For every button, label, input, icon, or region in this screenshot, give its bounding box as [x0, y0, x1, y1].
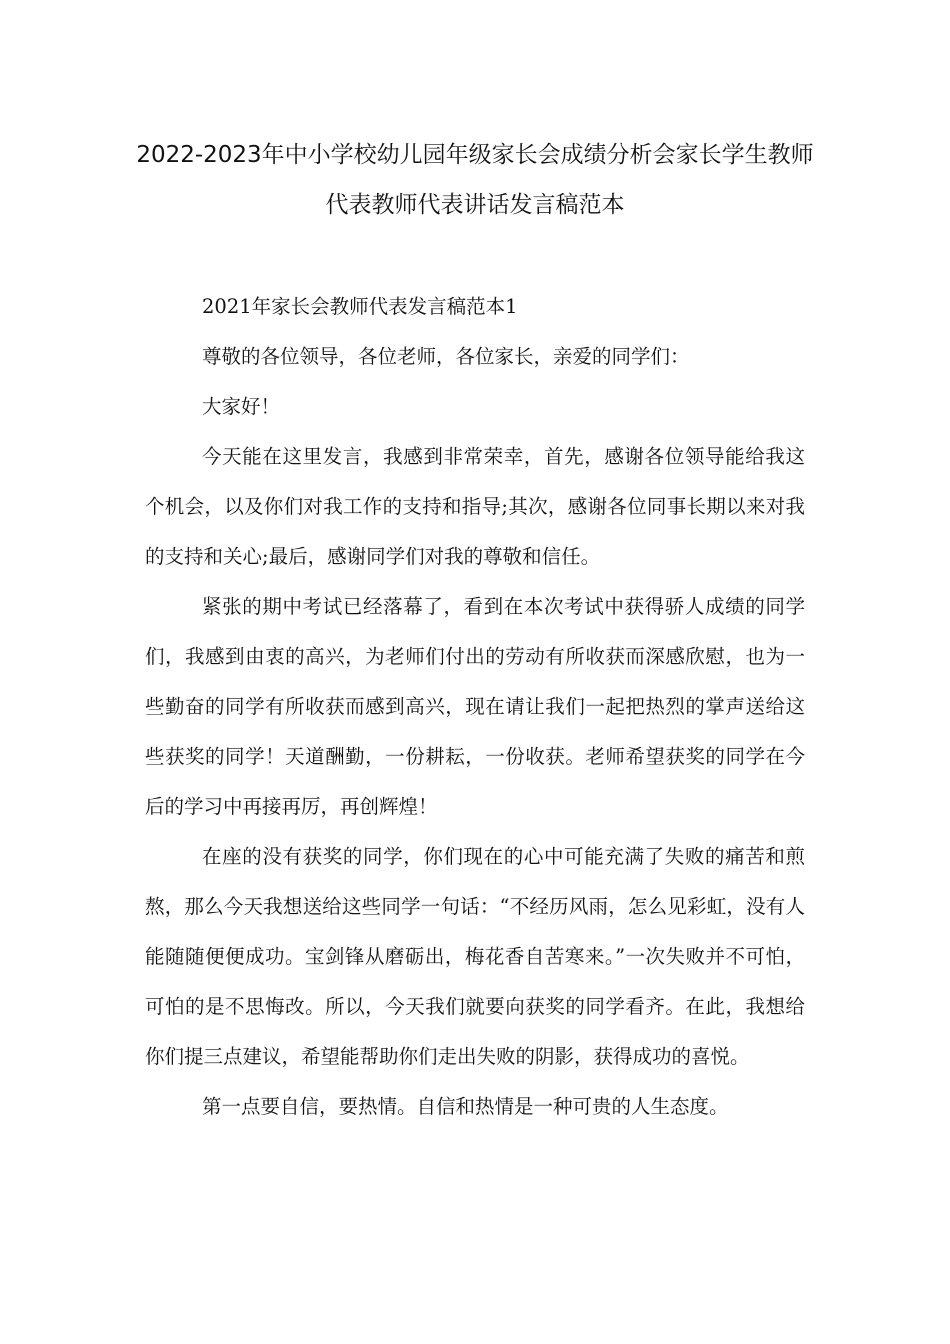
body-paragraph: 第一点要自信，要热情。自信和热情是一种可贵的人生态度。 — [202, 1095, 729, 1118]
document-title-line-1: 2022-2023年中小学校幼儿园年级家长会成绩分析会家长学生教师 — [136, 142, 814, 168]
document-body — [145, 282, 805, 1132]
body-paragraph: 紧张的期中考试已经落幕了，看到在本次考试中获得骄人成绩的同学们，我感到由衷的高兴，为老师们付出的劳动有所收获而深感欣慰，也为一些勤奋的同学有所收获而感到高兴，现在请让我们一起把热烈的掌声送给这些获奖的同学！天道酬勤，一份耕耘，一份收获。老师希望获奖的同学在今后的学习中再接再厉，再创辉煌！ — [145, 595, 805, 818]
speech-heading: 2021年家长会教师代表发言稿范本1 — [202, 295, 518, 318]
body-paragraph: 在座的没有获奖的同学，你们现在的心中可能充满了失败的痛苦和煎熬，那么今天我想送给这些同学一句话：“不经历风雨，怎么见彩虹，没有人能随随便便成功。宝剑锋从磨砺出，梅花香自苦寒来。”一次失败并不可怕，可怕的是不思悔改。所以，今天我们就要向获奖的同学看齐。在此，我想给你们提三点建议，希望能帮助你们走出失败的阴影，获得成功的喜悦。 — [145, 845, 805, 1068]
document-title-line-2: 代表教师代表讲话发言稿范本 — [325, 192, 625, 218]
greeting: 大家好！ — [202, 395, 281, 418]
body-paragraph: 今天能在这里发言，我感到非常荣幸，首先，感谢各位领导能给我这个机会，以及你们对我工作的支持和指导;其次，感谢各位同事长期以来对我的支持和关心;最后，感谢同学们对我的尊敬和信任。 — [145, 445, 805, 568]
salutation: 尊敬的各位领导，各位老师，各位家长，亲爱的同学们： — [202, 345, 690, 368]
